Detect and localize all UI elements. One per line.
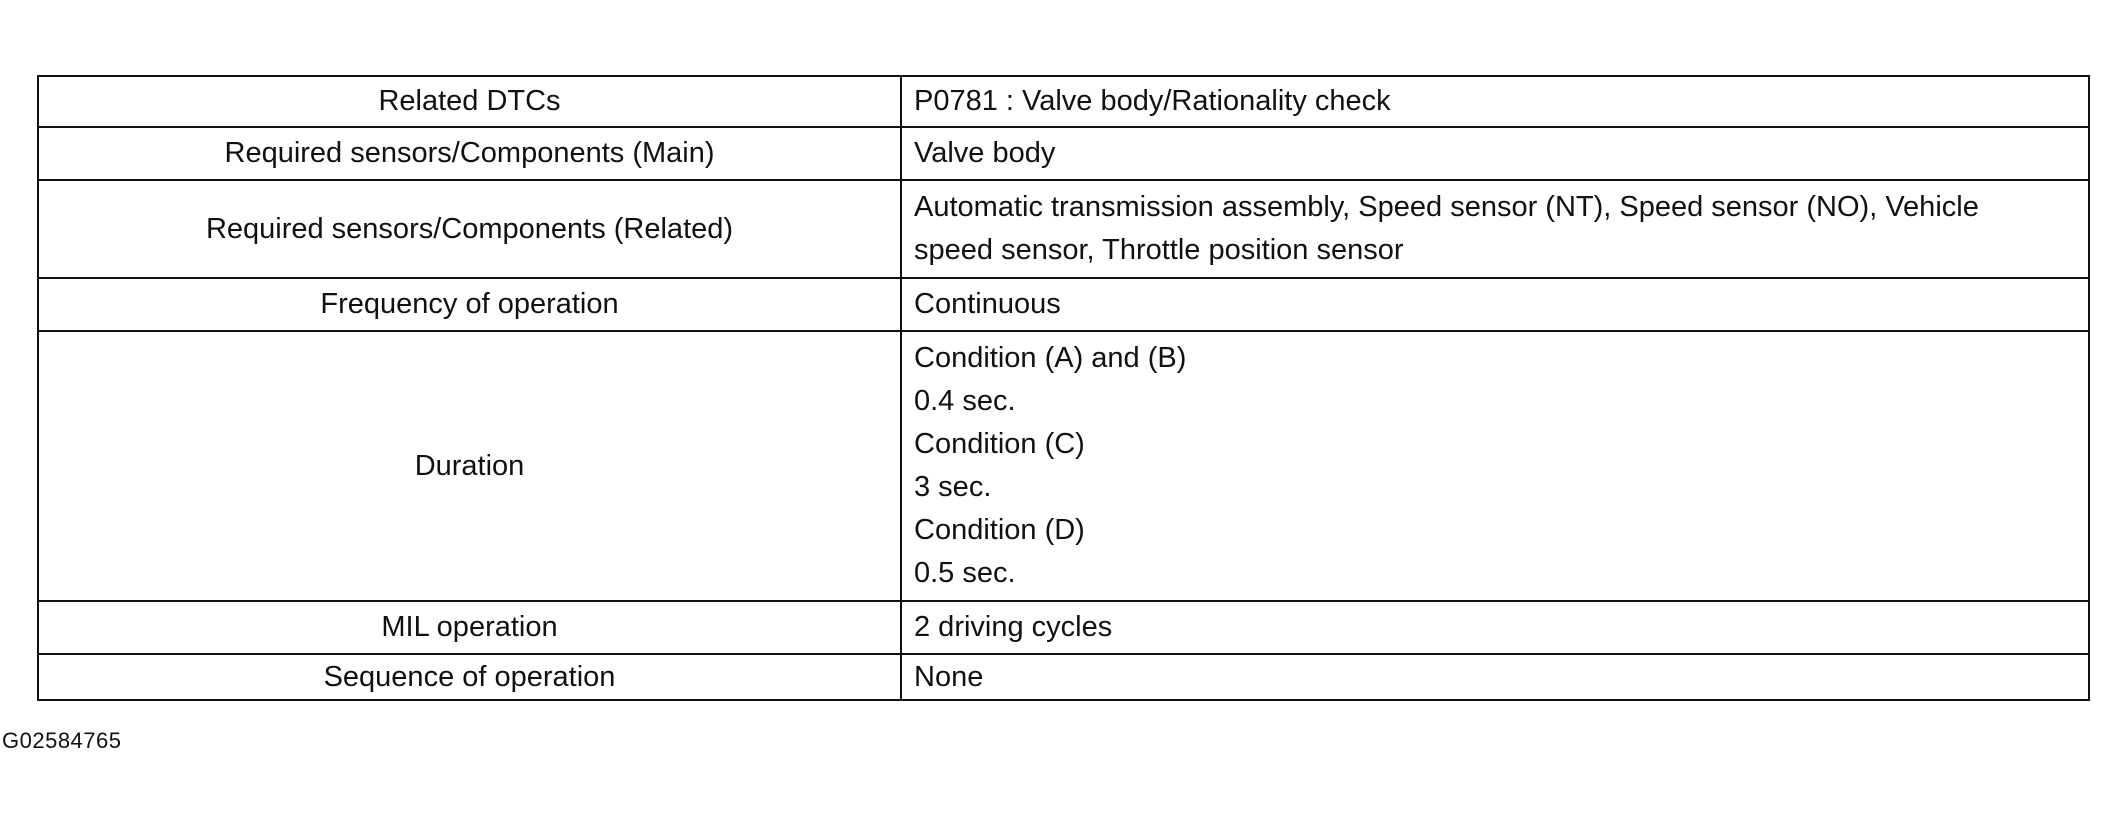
value-line: 0.4 sec. <box>914 385 1016 417</box>
table-row-required-sensors-related <box>38 180 2089 278</box>
value-line: 2 driving cycles <box>914 611 1113 643</box>
row-value <box>901 76 2089 127</box>
row-value <box>901 278 2089 331</box>
monitor-strategy-table <box>37 75 2090 701</box>
value-line: Continuous <box>914 288 1061 320</box>
row-value <box>901 654 2089 700</box>
row-label: Required sensors/Components (Related) <box>38 180 901 278</box>
row-label: Required sensors/Components (Main) <box>38 127 901 180</box>
value-line: 3 sec. <box>914 471 992 503</box>
value-line: None <box>914 660 984 693</box>
table-row-sequence-of-operation <box>38 654 2089 700</box>
figure-id: G02584765 <box>2 728 122 753</box>
table-row-related-dtcs <box>38 76 2089 127</box>
row-value <box>901 180 2089 278</box>
value-line: speed sensor, Throttle position sensor <box>914 234 1404 266</box>
value-line: Automatic transmission assembly, Speed sensor (NT), Speed sensor (NO), Vehicle <box>914 191 1979 223</box>
row-label: Related DTCs <box>38 76 901 127</box>
value-line: Condition (A) and (B) <box>914 342 1187 374</box>
table-row-duration <box>38 331 2089 601</box>
table-row-required-sensors-main <box>38 127 2089 180</box>
row-label: MIL operation <box>38 601 901 654</box>
value-line: Valve body <box>914 137 1056 169</box>
row-label: Frequency of operation <box>38 278 901 331</box>
row-value <box>901 331 2089 601</box>
value-line: 0.5 sec. <box>914 557 1016 589</box>
row-value <box>901 601 2089 654</box>
value-line: P0781 : Valve body/Rationality check <box>914 85 1391 117</box>
row-value <box>901 127 2089 180</box>
row-label: Sequence of operation <box>38 654 901 700</box>
value-line: Condition (C) <box>914 428 1085 460</box>
table-row-mil-operation <box>38 601 2089 654</box>
table-row-frequency-of-operation <box>38 278 2089 331</box>
row-label: Duration <box>38 331 901 601</box>
value-line: Condition (D) <box>914 514 1085 546</box>
